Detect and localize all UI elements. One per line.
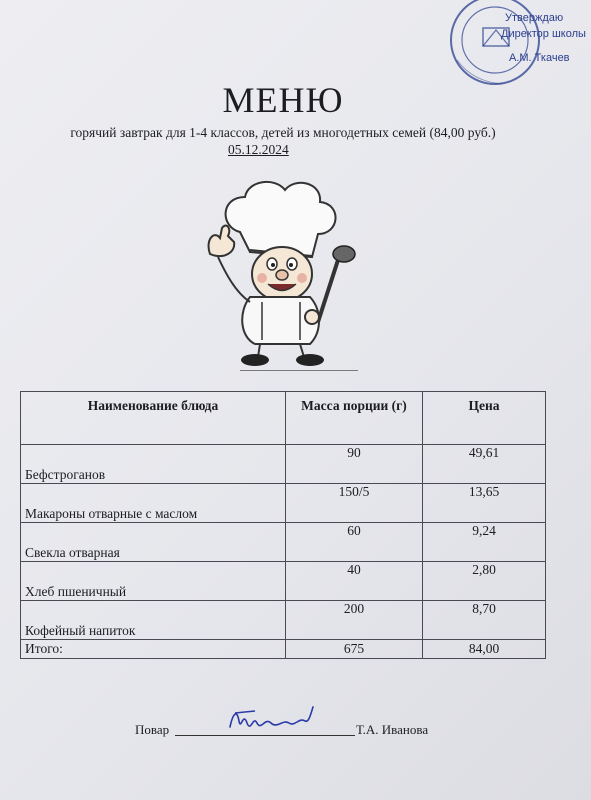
dish-mass: 150/5 <box>286 484 423 523</box>
stamp-line-approve: Утверждаю <box>505 12 564 24</box>
round-seal-icon <box>443 0 586 92</box>
table-row <box>21 523 546 562</box>
dish-price: 13,65 <box>423 484 546 523</box>
dish-price: 49,61 <box>423 445 546 484</box>
table-row <box>21 445 546 484</box>
cook-role-label: Повар <box>135 722 170 737</box>
menu-table <box>20 391 546 659</box>
menu-title: МЕНЮ <box>222 80 344 120</box>
table-row <box>21 484 546 523</box>
dish-name: Бефстроганов <box>21 445 286 484</box>
dish-mass: 60 <box>286 523 423 562</box>
header-dish-name: Наименование блюда <box>21 392 286 445</box>
handwritten-signature-icon <box>225 703 320 738</box>
table-header-row <box>21 392 546 445</box>
header-portion-mass: Масса порции (г) <box>286 392 423 445</box>
total-mass: 675 <box>286 640 423 659</box>
chef-cartoon-icon <box>200 172 360 372</box>
table-total-row <box>21 640 546 659</box>
dish-name: Кофейный напиток <box>21 601 286 640</box>
stamp-line-name: А.М. Ткачев <box>509 52 570 64</box>
dish-mass: 200 <box>286 601 423 640</box>
table-row <box>21 601 546 640</box>
dish-name: Хлеб пшеничный <box>21 562 286 601</box>
table-row <box>21 562 546 601</box>
dish-name: Макароны отварные с маслом <box>21 484 286 523</box>
total-label: Итого: <box>21 640 286 659</box>
cook-name: Т.А. Иванова <box>356 722 429 737</box>
total-price: 84,00 <box>423 640 546 659</box>
dish-mass: 90 <box>286 445 423 484</box>
header-price: Цена <box>423 392 546 445</box>
menu-date: 05.12.2024 <box>228 142 289 157</box>
illustration-divider <box>240 370 358 371</box>
stamp-line-director: Директор школы <box>501 28 586 40</box>
dish-price: 2,80 <box>423 562 546 601</box>
dish-mass: 40 <box>286 562 423 601</box>
dish-price: 9,24 <box>423 523 546 562</box>
menu-subtitle: горячий завтрак для 1-4 классов, детей из многодетных семей (84,00 руб.) <box>70 125 496 140</box>
dish-name: Свекла отварная <box>21 523 286 562</box>
dish-price: 8,70 <box>423 601 546 640</box>
